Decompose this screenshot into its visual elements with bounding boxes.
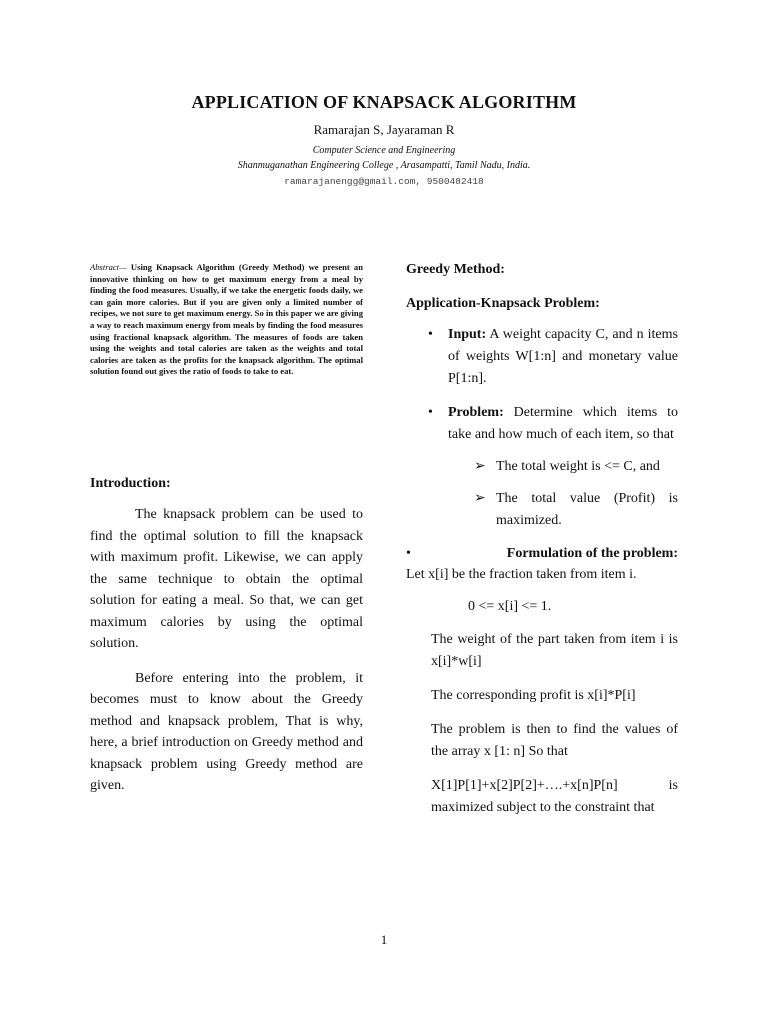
department: Computer Science and Engineering: [312, 145, 456, 156]
formulation-label: Formulation of the problem:: [506, 546, 678, 561]
formulation-text: Let x[i] be the fraction taken from item i.: [406, 567, 637, 582]
arrow-bullet-icon: ➢: [474, 491, 486, 506]
profit-text: The corresponding profit is x[i]*P[i]: [431, 688, 636, 703]
contact-info: ramarajanengg@gmail.com, 9500482418: [284, 176, 484, 187]
arrow-bullet-icon: ➢: [474, 459, 486, 474]
weight-text: The weight of the part taken from item i is x[i]*w[i]: [431, 632, 678, 669]
page-number: 1: [380, 932, 388, 947]
sub-bullet-profit-text: The total value (Profit) is maximized.: [496, 491, 678, 528]
introduction-heading: Introduction:: [90, 476, 171, 491]
bullet-icon: •: [406, 546, 411, 561]
problem-label: Problem:: [448, 405, 504, 420]
greedy-method-heading: Greedy Method:: [406, 262, 505, 277]
problem-text: Determine which items to take and how much of each item, so that: [448, 405, 678, 442]
problem-bullet: [406, 402, 678, 446]
maximize-text: X[1]P[1]+x[2]P[2]+….+x[n]P[n] is maximized subject to the constraint that: [431, 778, 678, 815]
sub-bullet-weight-text: The total weight is <= C, and: [496, 459, 660, 474]
problem-find-text: The problem is then to find the values of the array x [1: n] So that: [431, 722, 678, 759]
application-heading: Application-Knapsack Problem:: [406, 296, 600, 311]
college: Shanmuganathan Engineering College , Arasampatti, Tamil Nadu, India.: [237, 160, 531, 171]
input-label: Input:: [448, 327, 487, 342]
input-bullet: [406, 324, 678, 390]
abstract-text: Using Knapsack Algorithm (Greedy Method) we present an innovative thinking on how to get maximum energy from a meal by finding the food measures. Usually, if we take the energetic foods daily, we can gain more calories. But if you are given only a limited number of recipes, we not sure to get maximum energy. So in this paper we are giving a way to reach maximum energy from meals by finding the food measures using fractional knapsack algorithm. The measures of foods are taken using the weights and total calories are taken as the weights and total calories are taken as the profits for the knapsack algorithm. The optimal solution found out gives the ratio of foods to take to eat.: [90, 262, 364, 377]
authors: Ramarajan S, Jayaraman R: [313, 122, 455, 137]
bullet-icon: •: [428, 405, 433, 420]
intro-section: [90, 262, 363, 797]
abstract-label: Abstract—: [90, 262, 127, 272]
paper-title: APPLICATION OF KNAPSACK ALGORITHM: [191, 92, 577, 112]
formulation-block: [406, 543, 678, 585]
intro-paragraph-1: The knapsack problem can be used to find the optimal solution to fill the knapsack with maximum profit. Likewise, we can apply the same technique to obtain the optimal solution for eating a meal. So that, we can get maximum calories by using the optimal solution.: [90, 507, 363, 651]
constraint-expression: 0 <= x[i] <= 1.: [468, 599, 552, 614]
input-text: A weight capacity C, and n items of weights W[1:n] and monetary value P[1:n].: [448, 327, 678, 386]
sub-bullet-weight: [406, 456, 678, 478]
bullet-icon: •: [428, 327, 433, 342]
sub-bullet-profit: [406, 488, 678, 532]
intro-paragraph-2: Before entering into the problem, it becomes must to know about the Greedy method and knapsack problem, That is why, here, a brief introduction on Greedy method and knapsack problem using Greedy method are given.: [90, 670, 363, 793]
right-column: [406, 262, 678, 819]
